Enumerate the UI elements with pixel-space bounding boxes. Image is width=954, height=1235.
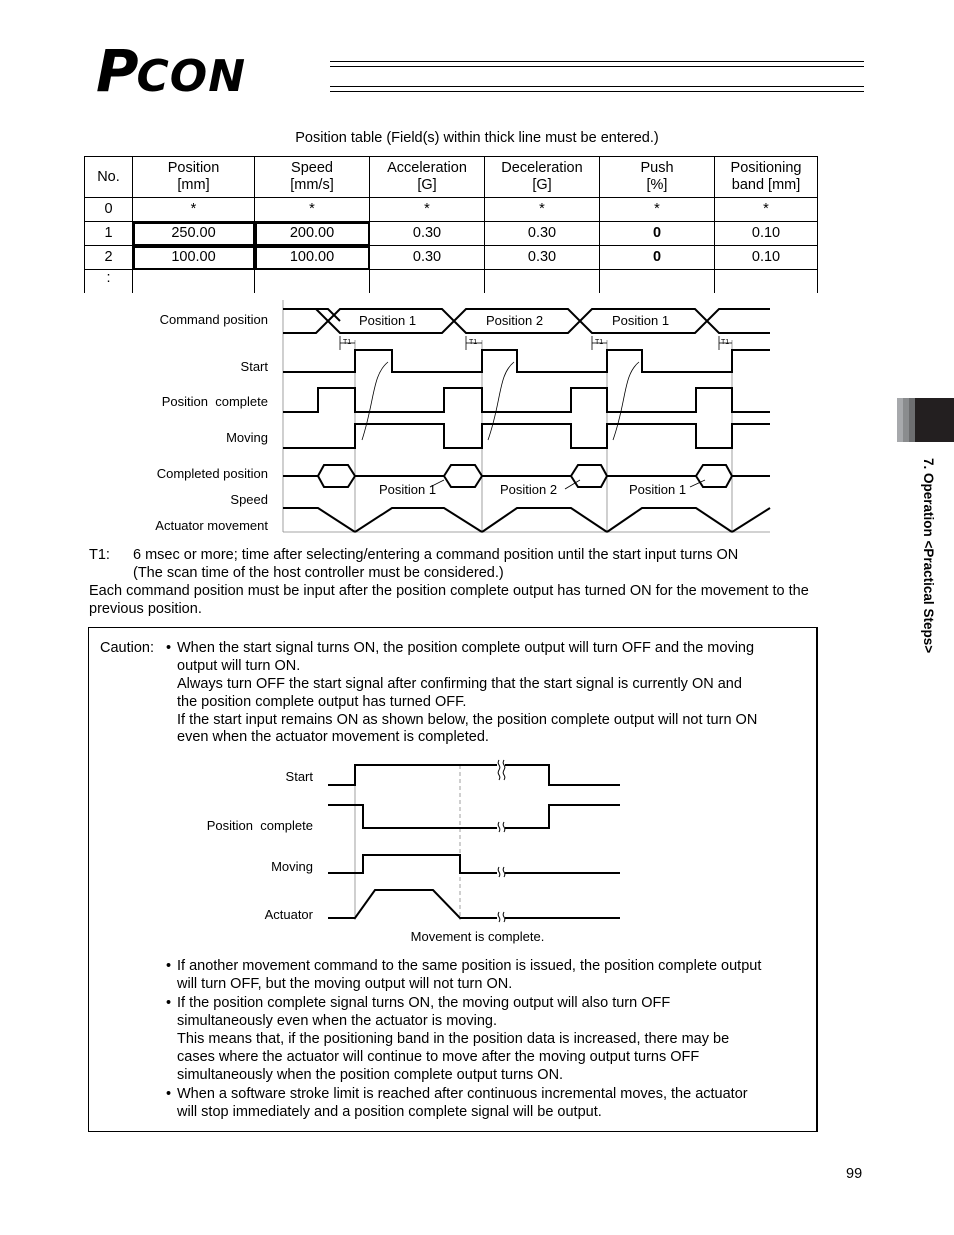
done-position-1: Position 1: [379, 482, 437, 497]
cell: [485, 270, 600, 294]
label-start: Start: [240, 359, 268, 374]
cell: [370, 270, 485, 294]
caution-b1-line: output will turn ON.: [177, 658, 301, 674]
cmd-position-1: Position 1: [359, 313, 417, 328]
table-row: [85, 270, 818, 294]
caution-b1-line: If the start input remains ON as shown below, the position complete output will not turn ON: [177, 712, 758, 728]
cell: 0.30: [485, 246, 600, 270]
bullet: •: [166, 958, 172, 974]
pcon-logo: [96, 37, 247, 105]
cell: 0: [600, 246, 715, 270]
caution-box-shadow-right: [816, 627, 817, 1132]
table-row: [85, 246, 818, 270]
t1-label: T1:: [89, 547, 110, 563]
label-completed-position: Completed position: [156, 466, 268, 481]
label-command-position: Command position: [159, 312, 268, 327]
position-table: [84, 156, 818, 293]
bullet: •: [166, 1086, 172, 1102]
caution-box-shadow-bottom: [90, 1131, 818, 1132]
caution-b3-line: This means that, if the positioning band in the position data is increased, there may be: [177, 1031, 730, 1047]
movement-complete-label: Movement is complete.: [410, 929, 545, 944]
timing-chart-caution: [325, 755, 625, 930]
cell: 0: [85, 198, 133, 222]
caution-b2-line: If another movement command to the same position is issued, the position complete output: [177, 958, 762, 974]
cmd-position-2: Position 2: [486, 313, 544, 328]
t1-line-1: 6 msec or more; time after selecting/entering a command position until the start input turns ON: [133, 547, 739, 563]
bullet: •: [166, 995, 172, 1011]
chapter-tab: [897, 398, 954, 442]
cell: *: [715, 198, 818, 222]
caution-b3-line: cases where the actuator will continue to move after the moving output turns OFF: [177, 1049, 700, 1065]
cell: [715, 270, 818, 294]
header-position: Position [mm]: [133, 157, 255, 198]
bullet: •: [166, 640, 172, 656]
header-rule-4: [330, 91, 864, 92]
header-push: Push [%]: [600, 157, 715, 198]
cell: [600, 270, 715, 294]
cmd-position-3: Position 1: [612, 313, 670, 328]
table-caption: Position table (Field(s) within thick line must be entered.): [295, 130, 659, 146]
caution-b1-line: Always turn OFF the start signal after confirming that the start signal is currently ON and: [177, 676, 742, 692]
caution-b3-line: simultaneously even when the actuator is moving.: [177, 1013, 497, 1029]
note-para-1: Each command position must be input after the position complete output has turned ON for the movement to the: [89, 583, 809, 599]
cell: [255, 270, 370, 294]
cell-entry: 100.00: [133, 246, 255, 270]
cell: *: [255, 198, 370, 222]
header-deceleration: Deceleration [G]: [485, 157, 600, 198]
caution-b1-line: the position complete output has turned OFF.: [177, 694, 467, 710]
table-row: [85, 222, 818, 246]
t1-line-2: (The scan time of the host controller must be considered.): [133, 565, 504, 581]
caution-label-moving: Moving: [271, 859, 313, 874]
chapter-label: 7. Operation <Practical Steps>: [921, 458, 936, 654]
table-row: [85, 198, 818, 222]
header-no: No.: [85, 157, 133, 198]
header-positioning-band: Positioning band [mm]: [715, 157, 818, 198]
label-speed: Speed: [230, 492, 268, 507]
caution-label: Caution:: [100, 640, 155, 656]
caution-label-position-complete: Position complete: [206, 818, 313, 833]
header-speed: Speed [mm/s]: [255, 157, 370, 198]
cell: 0.30: [370, 222, 485, 246]
note-para-2: previous position.: [89, 601, 202, 617]
logo-con: CON: [136, 51, 247, 102]
t1-marker: T1: [595, 339, 604, 346]
cell: *: [485, 198, 600, 222]
header-rule-3: [330, 86, 864, 87]
cell: 1: [85, 222, 133, 246]
done-position-3: Position 1: [629, 482, 687, 497]
cell: 0.30: [370, 246, 485, 270]
cell: 0.10: [715, 222, 818, 246]
logo-p: P: [96, 37, 137, 105]
caution-b2-line: will turn OFF, but the moving output will not turn ON.: [177, 976, 513, 992]
cell-entry: 100.00: [255, 246, 370, 270]
label-moving: Moving: [226, 430, 268, 445]
header-rule-1: [330, 61, 864, 62]
label-position-complete: Position complete: [161, 394, 268, 409]
t1-marker: T1: [721, 339, 730, 346]
cell: *: [370, 198, 485, 222]
cell: 0.10: [715, 246, 818, 270]
t1-marker: T1: [343, 339, 352, 346]
caution-b4-line: When a software stroke limit is reached after continuous incremental moves, the actuator: [177, 1086, 748, 1102]
cell: 2: [85, 246, 133, 270]
cell: *: [600, 198, 715, 222]
caution-b3-line: simultaneously when the position complete output turns ON.: [177, 1067, 564, 1083]
cell-entry: 250.00: [133, 222, 255, 246]
caution-b1-line: even when the actuator movement is completed.: [177, 729, 489, 745]
caution-b3-line: If the position complete signal turns ON, the moving output will also turn OFF: [177, 995, 671, 1011]
header-rule-2: [330, 66, 864, 67]
done-position-2: Position 2: [500, 482, 558, 497]
cell: *: [133, 198, 255, 222]
cell: 0: [600, 222, 715, 246]
timing-chart-main: [280, 300, 775, 535]
table-header-row: [85, 157, 818, 198]
cell: :: [85, 270, 133, 294]
caution-label-actuator: Actuator: [264, 907, 313, 922]
header-acceleration: Acceleration [G]: [370, 157, 485, 198]
caution-b1-line: When the start signal turns ON, the position complete output will turn OFF and the moving: [177, 640, 755, 656]
t1-marker: T1: [469, 339, 478, 346]
label-actuator-movement: Actuator movement: [155, 518, 268, 533]
caution-b4-line: will stop immediately and a position complete signal will be output.: [177, 1104, 602, 1120]
cell: 0.30: [485, 222, 600, 246]
cell: [133, 270, 255, 294]
page-number: 99: [846, 1166, 863, 1182]
caution-label-start: Start: [285, 769, 313, 784]
cell-entry: 200.00: [255, 222, 370, 246]
